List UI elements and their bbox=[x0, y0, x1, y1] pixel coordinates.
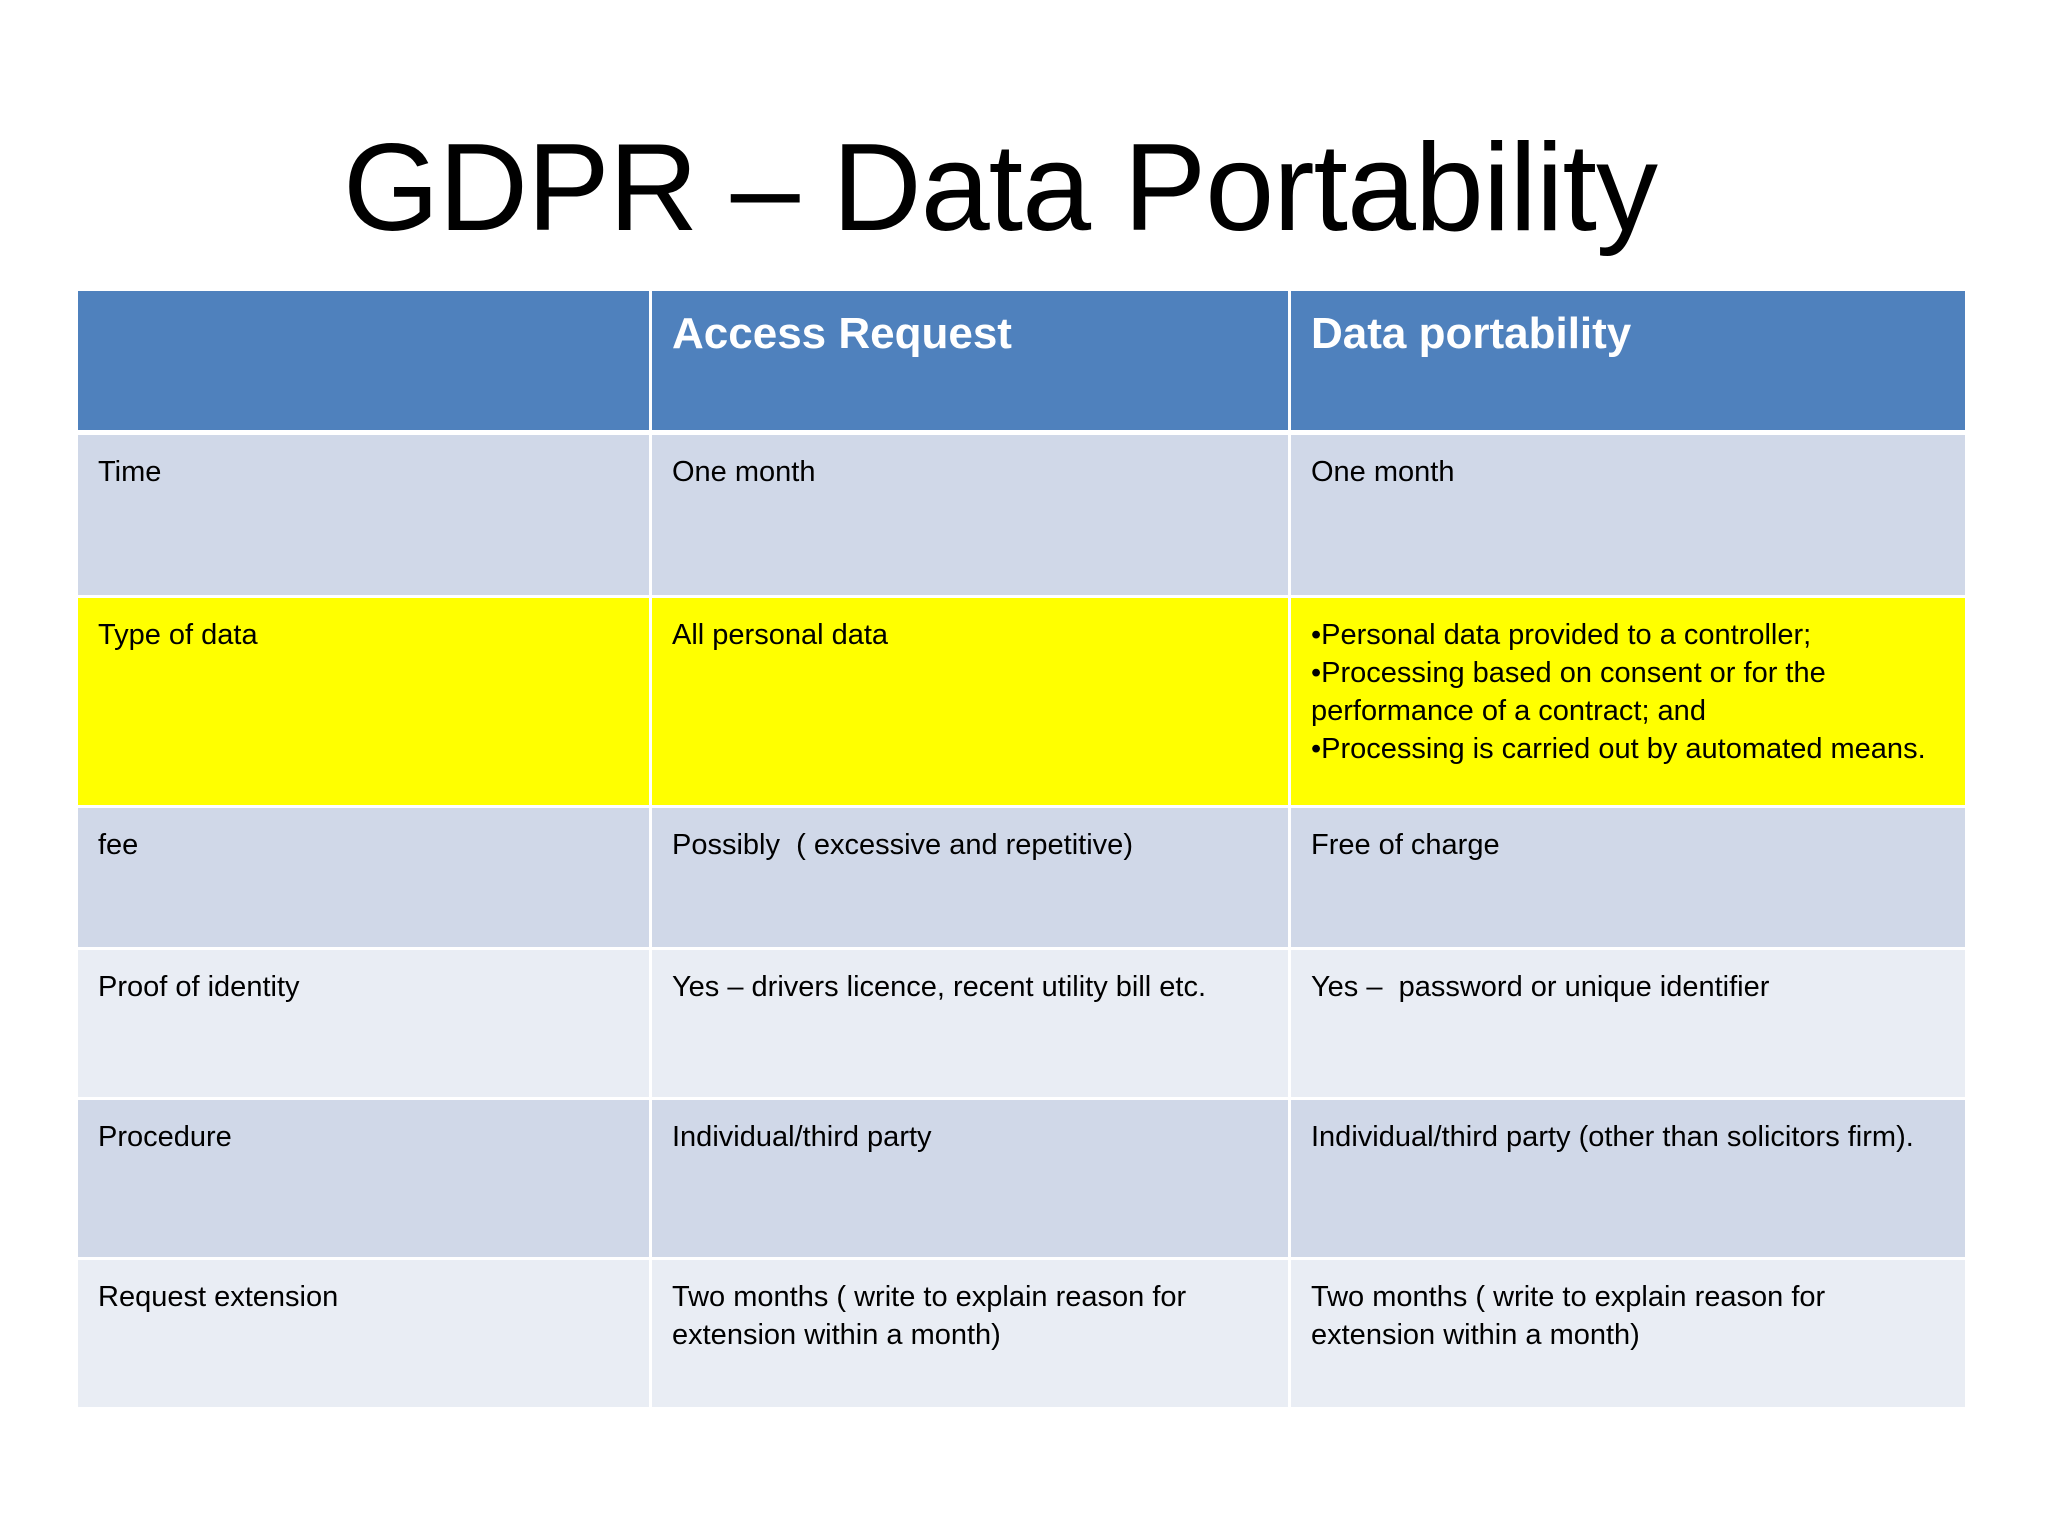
table-row bbox=[77, 433, 1967, 597]
cell-text: extension within a month) bbox=[1311, 1319, 1640, 1351]
cell-text: Yes – password or unique identifier bbox=[1311, 971, 1770, 1003]
bullet-line: •Personal data provided to a controller; bbox=[1311, 619, 1812, 651]
header-empty-cell bbox=[77, 290, 651, 433]
cell-text: Individual/third party (other than solicitors firm). bbox=[1311, 1121, 1914, 1153]
table-row bbox=[77, 949, 1967, 1099]
data-portability-cell bbox=[1290, 807, 1967, 949]
row-label: fee bbox=[77, 807, 651, 949]
row-label: Request extension bbox=[77, 1259, 651, 1409]
table-header-row bbox=[77, 290, 1967, 433]
slide-title: GDPR – Data Portability bbox=[343, 119, 1657, 257]
row-label: Type of data bbox=[77, 597, 651, 807]
cell-text: Yes – drivers licence, recent utility bill etc. bbox=[672, 971, 1207, 1003]
cell-text: Individual/third party bbox=[672, 1121, 932, 1153]
data-portability-cell bbox=[1290, 1259, 1967, 1409]
data-portability-cell bbox=[1290, 433, 1967, 597]
cell-text: All personal data bbox=[672, 619, 889, 651]
cell-text: Two months ( write to explain reason for bbox=[1311, 1281, 1826, 1313]
table-row bbox=[77, 1259, 1967, 1409]
row-label: Procedure bbox=[77, 1099, 651, 1259]
data-portability-cell bbox=[1290, 597, 1967, 807]
header-access-request: Access Request bbox=[651, 290, 1290, 433]
access-request-cell bbox=[651, 1099, 1290, 1259]
data-portability-cell bbox=[1290, 1099, 1967, 1259]
access-request-cell bbox=[651, 949, 1290, 1099]
table-row bbox=[77, 807, 1967, 949]
cell-text: Two months ( write to explain reason for bbox=[672, 1281, 1187, 1313]
table-row-highlighted bbox=[77, 597, 1967, 807]
row-label: Time bbox=[77, 433, 651, 597]
cell-text: extension within a month) bbox=[672, 1319, 1001, 1351]
table-row bbox=[77, 1099, 1967, 1259]
access-request-cell bbox=[651, 807, 1290, 949]
access-request-cell bbox=[651, 1259, 1290, 1409]
row-label: Proof of identity bbox=[77, 949, 651, 1099]
cell-text: Possibly ( excessive and repetitive) bbox=[672, 829, 1133, 861]
cell-text: Free of charge bbox=[1311, 829, 1500, 861]
bullet-line: •Processing is carried out by automated means. bbox=[1311, 733, 1926, 765]
cell-text: One month bbox=[1311, 456, 1455, 488]
access-request-cell bbox=[651, 597, 1290, 807]
header-data-portability: Data portability bbox=[1290, 290, 1967, 433]
comparison-table bbox=[75, 288, 1968, 1410]
bullet-line: performance of a contract; and bbox=[1311, 695, 1706, 727]
access-request-cell bbox=[651, 433, 1290, 597]
cell-text: One month bbox=[672, 456, 816, 488]
data-portability-cell bbox=[1290, 949, 1967, 1099]
bullet-line: •Processing based on consent or for the bbox=[1311, 657, 1826, 689]
